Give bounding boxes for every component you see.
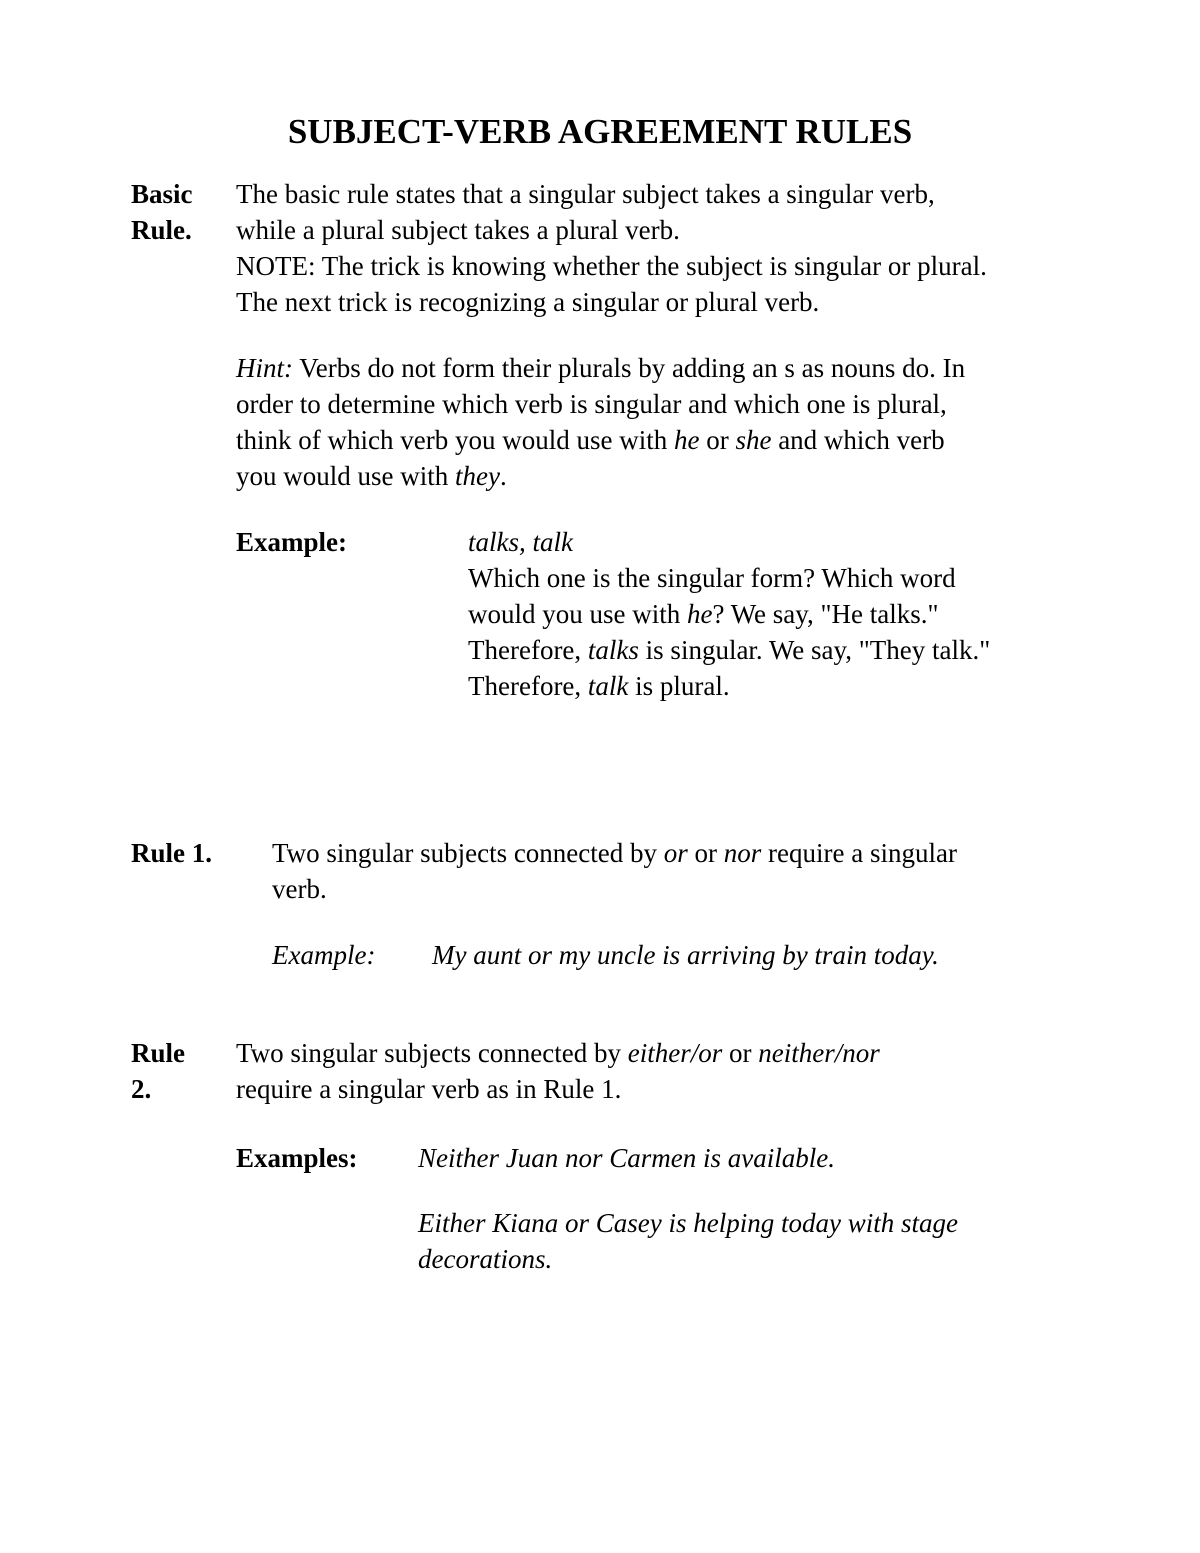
rule1-text	[272, 835, 957, 907]
basic-rule-label-line1: Basic	[131, 179, 193, 209]
example-line: Therefore, talk is plural.	[468, 671, 730, 701]
rule1-label: Rule 1.	[131, 838, 212, 868]
basic-rule-label	[131, 176, 193, 248]
basic-rule-label-line2: Rule.	[131, 215, 192, 245]
hint-line: you would use with they.	[236, 461, 507, 491]
basic-rule-text	[236, 176, 987, 320]
hint-line: think of which verb you would use with he or she and which verb	[236, 425, 945, 455]
hint-line: Hint: Verbs do not form their plurals by adding an s as nouns do. In	[236, 353, 966, 383]
hint-label: Hint:	[236, 353, 293, 383]
example-line: Therefore, talks is singular. We say, "They talk."	[468, 635, 991, 665]
basic-rule-line: while a plural subject takes a plural verb.	[236, 215, 680, 245]
rule2-line: require a singular verb as in Rule 1.	[236, 1074, 622, 1104]
hint-paragraph	[236, 350, 965, 494]
rule1-line: verb.	[272, 874, 327, 904]
example-line: would you use with he? We say, "He talks."	[468, 599, 939, 629]
basic-rule-note: NOTE: The trick is knowing whether the subject is singular or plural.	[236, 251, 987, 281]
hint-line: order to determine which verb is singular and which one is plural,	[236, 389, 947, 419]
rule2-text	[236, 1035, 880, 1107]
basic-example-label: Example:	[236, 527, 347, 557]
rule1-example-label: Example:	[272, 940, 376, 970]
basic-rule-line: The basic rule states that a singular subject takes a singular verb,	[236, 179, 935, 209]
rule1-example-text: My aunt or my uncle is arriving by train today.	[432, 940, 939, 970]
example-line: Which one is the singular form? Which word	[468, 563, 956, 593]
page-title: SUBJECT-VERB AGREEMENT RULES	[287, 112, 913, 151]
rule2-label-line1: Rule	[131, 1038, 185, 1068]
rule2-example2-line: decorations.	[418, 1244, 553, 1274]
basic-example-text	[468, 524, 990, 704]
rule2-example2	[418, 1205, 958, 1277]
rule2-line: Two singular subjects connected by either/or or neither/nor	[236, 1038, 880, 1068]
rule2-label-line2: 2.	[131, 1074, 152, 1104]
example-words: talks, talk	[468, 527, 573, 557]
rule2-examples-label: Examples:	[236, 1143, 358, 1173]
rule2-example1: Neither Juan nor Carmen is available.	[418, 1143, 835, 1173]
rule2-label	[131, 1035, 185, 1107]
basic-rule-line: The next trick is recognizing a singular or plural verb.	[236, 287, 820, 317]
rule2-example2-line: Either Kiana or Casey is helping today with stage	[418, 1208, 958, 1238]
rule1-line: Two singular subjects connected by or or nor require a singular	[272, 838, 957, 868]
